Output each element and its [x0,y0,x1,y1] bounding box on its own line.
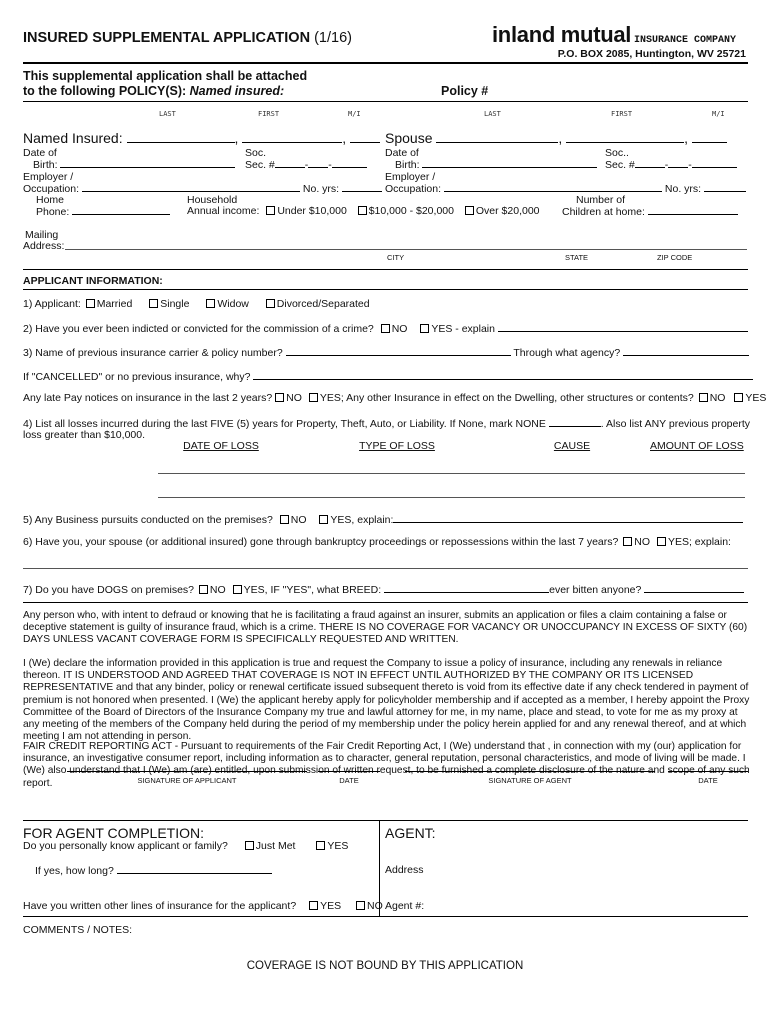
home-phone-field[interactable] [72,205,170,215]
spouse-dob-label-1: Date of [385,147,419,159]
loss-col-cause: CAUSE [553,440,591,452]
q2-yes-label: YES - explain [431,323,495,335]
loss-row-1-field[interactable] [158,473,745,474]
q6-no-label: NO [634,536,651,548]
applicant-info-header: APPLICANT INFORMATION: [23,275,163,287]
income-label-2: Annual income: [187,205,260,217]
agent-completion-header: FOR AGENT COMPLETION: [23,825,204,841]
q2-row [23,322,748,335]
date-caption-2: DATE [698,776,718,785]
spouse-years-field[interactable] [704,182,746,192]
other-ins-no-label: NO [709,392,726,404]
agent-signature-caption: SIGNATURE OF AGENT [488,776,572,785]
company-address: P.O. BOX 2085, Huntington, WV 25721 [557,48,746,60]
latepay-text: Any late Pay notices on insurance in the last 2 years? [23,392,273,404]
home-label-1: Home [36,194,65,206]
q2-text: 2) Have you ever been indicted or convicted for the commission of a crime? [23,323,374,335]
dogs-yes-label: YES, IF "YES", what BREED: [243,584,382,596]
agent-bottom-rule [23,916,748,917]
dob-label-2 [33,158,235,171]
attach-text: to the following POLICY(S): [23,84,190,98]
q7-bitten-label: ever bitten anyone? [549,584,642,596]
company-logo [492,22,736,48]
dog-breed-field[interactable] [384,583,549,593]
children-text: Children at home: [562,206,645,218]
income-option-3: Over $20,000 [475,205,540,217]
sub-mi-1: M/I [348,110,361,118]
applicant-date-field[interactable] [318,771,380,772]
other-lines-row [23,900,383,912]
q1-option-divorced: Divorced/Separated [276,298,370,310]
spouse-years-label: No. yrs: [664,183,702,195]
mailing-address-field[interactable] [65,249,747,250]
agent-address-label: Address [385,864,424,876]
form-page-number: (1/16) [314,30,352,46]
agent-top-rule [23,820,748,821]
spouse-ssn-3[interactable] [692,158,737,168]
occupation-text: Occupation: [23,183,80,195]
loss-col-amount: AMOUNT OF LOSS [650,440,744,452]
q1-option-widow: Widow [217,298,249,310]
q2-no-checkbox[interactable] [381,324,390,333]
soc-text: Sec. # [245,159,275,171]
q3-row [23,346,749,359]
other-lines-text: Have you written other lines of insurance for the applicant? [23,900,297,912]
applicant-top-rule [23,269,748,270]
insured-first-field[interactable] [242,133,342,143]
cancelled-text: If "CANCELLED" or no previous insurance, why? [23,371,251,383]
how-long-field[interactable] [117,864,272,874]
other-lines-no-checkbox[interactable] [356,901,365,910]
other-ins-yes-checkbox[interactable] [734,393,743,402]
know-applicant-row [23,840,348,852]
spouse-soc-text: Sec. # [605,159,635,171]
q5-yes-label: YES, explain: [330,514,394,526]
income-label-1: Household [187,194,238,206]
losses-none-field[interactable] [549,417,601,427]
dog-bitten-field[interactable] [644,583,744,593]
single-checkbox[interactable] [149,299,158,308]
widow-checkbox[interactable] [206,299,215,308]
q7-row [23,583,744,596]
other-lines-no-label: NO [367,900,383,912]
latepay-yes-checkbox[interactable] [309,393,318,402]
q1-option-married: Married [96,298,133,310]
soc-label-1: Soc. [245,147,267,159]
insured-mi-field[interactable] [350,133,380,143]
q6-text: 6) Have you, your spouse (or additional insured) gone through bankruptcy proceedings or repossessions within the last 7 years? [23,536,619,548]
q4-text-a: 4) List all losses incurred during the last FIVE (5) years for Property, Theft, Auto, or Liability. If None, mark NONE [23,418,546,430]
q4-text-b: . Also list ANY previous property [600,418,751,430]
home-phone-text: Phone: [36,206,70,218]
city-caption: CITY [387,253,405,262]
dogs-no-label: NO [209,584,226,596]
spouse-ssn-2[interactable] [668,158,688,168]
sub-first-1: FIRST [258,110,280,118]
attach-line-2 [23,84,284,98]
date-caption-1: DATE [339,776,359,785]
sub-last-2: LAST [484,110,501,118]
cancelled-reason-field[interactable] [253,370,753,380]
policy-number-label: Policy # [441,84,489,98]
q5-text: 5) Any Business pursuits conducted on the premises? [23,514,273,526]
other-lines-yes-checkbox[interactable] [309,901,318,910]
spouse-dob-field[interactable] [422,158,597,168]
q5-explain-field[interactable] [393,513,743,523]
header-rule [23,62,748,64]
children-label-1: Number of [576,194,626,206]
previous-carrier-field[interactable] [286,346,511,356]
spouse-dob-label-2 [395,158,597,171]
insured-ssn-3[interactable] [332,158,367,168]
children-field[interactable] [648,205,738,215]
q6-explain-field[interactable] [23,568,748,569]
named-insured-row: Named Insured: , , [23,130,380,146]
insured-dob-field[interactable] [60,158,235,168]
latepay-no-label: NO [286,392,302,404]
q6-row [23,536,731,548]
just-met-checkbox[interactable] [245,841,254,850]
fraud-statement: Any person who, with intent to defraud or knowing that he is facilitating a fraud against an insurer, submits an application or files a claim containing a false or deceptive statement is guilty of insurance fraud, which is a crime. THERE IS NO COVERAGE FOR VACANCY OR UNOCCUPANCY IN EXCESS OF SIXTY (60) DAYS UNLESS VACANT COVERAGE FORM IS SPECIFICALLY REQUESTED AND WRITTEN. [23,610,748,646]
footer-notice: COVERAGE IS NOT BOUND BY THIS APPLICATION [246,960,524,972]
spouse-mi-field[interactable] [692,133,727,143]
know-yes-checkbox[interactable] [316,841,325,850]
know-yes-label: YES [327,840,349,852]
other-lines-yes-label: YES [320,900,342,912]
how-long-row [35,864,272,877]
cancelled-row [23,370,753,383]
insured-last-field[interactable] [127,133,235,143]
spouse-label: Spouse [385,130,433,146]
agent-signature-field[interactable] [405,771,655,772]
dogs-yes-checkbox[interactable] [233,585,242,594]
dob-text: Birth: [33,159,58,171]
spouse-occupation-field[interactable] [444,182,662,192]
agent-number-label: Agent #: [385,900,425,912]
spouse-last-field[interactable] [436,133,558,143]
income-option-2: $10,000 - $20,000 [368,205,454,217]
q5-no-label: NO [290,514,307,526]
q1-option-single: Single [160,298,190,310]
dogs-no-checkbox[interactable] [199,585,208,594]
spouse-employer-label-1: Employer / [385,171,436,183]
attach-line-1: This supplemental application shall be attached [23,69,308,83]
q5-row [23,513,743,526]
applicant-header-rule [23,289,748,290]
applicant-signature-field[interactable] [67,771,307,772]
loss-row-2-field[interactable] [158,497,745,498]
q7-text: 7) Do you have DOGS on premises? [23,584,194,596]
q4-line-2: loss greater than $10,000. [23,429,146,441]
income-over-20k-checkbox[interactable] [465,206,474,215]
q5-yes-checkbox[interactable] [319,515,328,524]
other-ins-text: Any other Insurance in effect on the Dwelling, other structures or contents? [346,392,694,404]
q6-no-checkbox[interactable] [623,537,632,546]
latepay-no-checkbox[interactable] [275,393,284,402]
policy-rule [23,101,748,102]
agent-label: AGENT: [385,825,436,841]
q1-row [23,298,370,310]
income-option-1: Under $10,000 [277,205,347,217]
sub-first-2: FIRST [611,110,633,118]
how-long-text: If yes, how long? [35,865,114,877]
know-applicant-text: Do you personally know applicant or family? [23,840,228,852]
spouse-ssn-1[interactable] [635,158,665,168]
comments-label: COMMENTS / NOTES: [23,924,133,936]
q6-yes-checkbox[interactable] [657,537,666,546]
form-title [23,30,352,46]
income-row [187,205,540,217]
spouse-first-field[interactable] [566,133,684,143]
fcra-statement: FAIR CREDIT REPORTING ACT - Pursuant to requirements of the Fair Credit Reporting Act, I (We) understand that , in connection with my (our) application for insurance, an investigative consumer report, including information as to character, general reputation, personal characteristics, and mode of living will be made. I (We) also understand that I (We) am (are) entitled, upon submission of written request, to be furnished a complete disclosure of the nature and scope of any such report. [23,741,750,789]
latepay-row [23,392,766,404]
employer-label-1: Employer / [23,171,74,183]
applicant-signature-caption: SIGNATURE OF APPLICANT [137,776,237,785]
insured-occupation-field[interactable] [82,182,300,192]
latepay-yes-label: YES; [319,392,344,404]
income-under-10k-checkbox[interactable] [266,206,275,215]
spouse-soc-label-1: Soc.. [605,147,629,159]
mailing-label-2: Address: [23,240,65,252]
children-label-2 [562,205,738,218]
loss-col-type: TYPE OF LOSS [359,440,435,452]
divorced-checkbox[interactable] [266,299,275,308]
insured-ssn-1[interactable] [275,158,305,168]
dob-label-1: Date of [23,147,57,159]
form-title-text: INSURED SUPPLEMENTAL APPLICATION [23,30,311,46]
insured-ssn-2[interactable] [308,158,328,168]
insured-years-label: No. yrs: [302,183,340,195]
declaration-statement: I (We) declare the information provided in this application is true and request the Company to issue a policy of insurance, including any renewals in reliance thereon. IT IS UNDERSTOOD AND AGREED THAT COVERAGE IS NOT IN EFFECT UNTIL AUTHORIZED BY THE COMPANY OR ITS LICENSED REPRESENTATIVE and that any binder, policy or renewal certificate issued subsequent thereto is void from its effective date if any check tendered in payment of premium is not honored when presented. I (We) the applicant hereby apply for policyholder membership and if accepted as a member, I hereby appoint the Proxy Committee of the Board of Directors of the Insurance Company my true and lawful attorney for me, in my name, place and stead, to vote for me as my proxy at any meeting of the members of the Company held during the period of my membership under the policy herein applied for and any renewal thereof, and at which meeting I am not attending in person. [23,658,750,743]
q2-explain-field[interactable] [498,322,748,332]
insured-years-field[interactable] [342,182,382,192]
q2-yes-checkbox[interactable] [420,324,429,333]
just-met-label: Just Met [255,840,296,852]
zip-caption: ZIP CODE [657,253,693,262]
q1-label: 1) Applicant: [23,298,81,310]
brand-subtitle: INSURANCE COMPANY [634,35,737,46]
home-label-2 [36,205,170,218]
spouse-dob-text: Birth: [395,159,420,171]
q3-text: 3) Name of previous insurance carrier & policy number? [23,347,283,359]
other-ins-no-checkbox[interactable] [699,393,708,402]
loss-col-date: DATE OF LOSS [183,440,259,452]
named-insured-label: Named Insured: [23,130,123,146]
brand-name: inland mutual [492,22,632,47]
named-insured-caption: Named insured: [189,84,285,98]
sub-mi-2: M/I [712,110,725,118]
legal-top-rule [23,602,748,603]
soc-label-2: Sec. # - - [245,158,367,171]
q5-no-checkbox[interactable] [280,515,289,524]
spouse-occupation-text: Occupation: [385,183,442,195]
q3-agency-label: Through what agency? [513,347,621,359]
previous-agency-field[interactable] [623,346,749,356]
spouse-soc-label-2: Sec. # - - [605,158,737,171]
agent-date-field[interactable] [668,771,748,772]
income-10k-20k-checkbox[interactable] [358,206,367,215]
state-caption: STATE [565,253,589,262]
q6-yes-label: YES; explain: [667,536,731,548]
q2-no-label: NO [391,323,408,335]
spouse-employer-label-2 [385,182,746,195]
married-checkbox[interactable] [86,299,95,308]
other-ins-yes-label: YES [745,392,767,404]
spouse-row: Spouse , , [385,130,727,146]
mailing-label-1: Mailing [25,229,59,241]
sub-last-1: LAST [159,110,176,118]
